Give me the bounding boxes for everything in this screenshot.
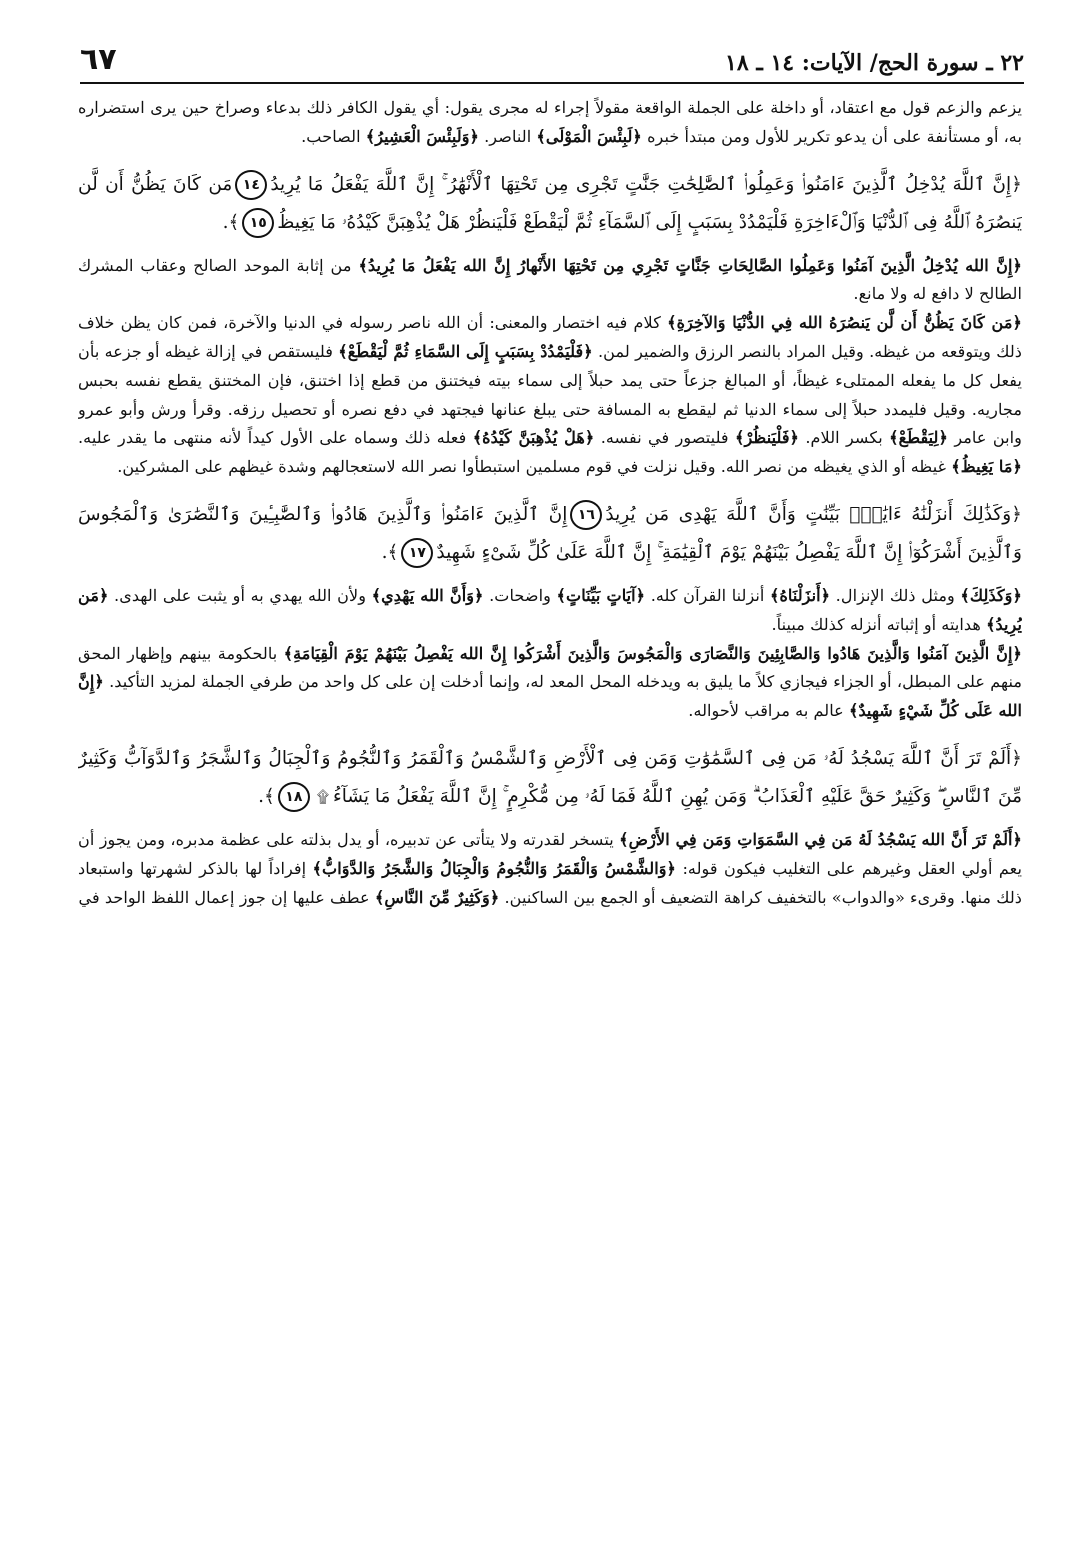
quoted-verse-text: ﴿آيَاتٍ بَيِّنَاتٍ﴾ [556,585,646,605]
commentary-paragraph [78,582,1022,640]
body-text: ولأن الله يهدي به أو يثبت على الهدى. [108,585,372,605]
body-text: فليستقص في إزالة غيظه أو جزعه بأن يفعل كل ما يفعله الممتلىء غيظاً، أو المبالغ جزعاً حتى يمد حبلاً إلى سماء بيته فيختنق من قطع إذا اختنق، فإن المختنق يقطع نفسه بحبس مجاريه. وقيل فليمدد حبلاً إلى سماء الدنيا ثم ليقطع به المسافة حتى يبلغ عنانها فيجتهد في دفع نصره أو تحصيل رزقه. وقرأ ورش وأبو عمرو وابن عامر [78,341,1022,448]
quoted-verse-text: ﴿مَن كَانَ يَظُنُّ أَن لَّن يَنصُرَهُ الله فِي الدُّنْيَا وَالآخِرَةِ﴾ [667,313,1022,333]
quoted-verse-text: ﴿وَكَذَلِكَ﴾ [960,585,1022,605]
body-text: ﴿أَلَمْ تَرَ أَنَّ ٱللَّهَ يَسْجُدُ لَهُۥ مَن فِى ٱلسَّمَٰوَٰتِ وَمَن فِى ٱلْأَرْضِ وَٱلشَّمْسُ وَٱلْقَمَرُ وَٱلنُّجُومُ وَٱلْجِبَالُ وَٱلشَّجَرُ وَٱلدَّوَآبُّ وَكَثِيرٌ مِّنَ ٱلنَّاسِ ۖ وَكَثِيرٌ حَقَّ عَلَيْهِ ٱلْعَذَابُ ۗ وَمَن يُهِنِ ٱللَّهُ فَمَا لَهُۥ مِن مُّكْرِمٍ ۚ إِنَّ ٱللَّهَ يَفْعَلُ مَا يَشَآءُ [78,747,1022,807]
body-text: إِنَّ ٱلَّذِينَ ءَامَنُوا۟ وَٱلَّذِينَ هَادُوا۟ وَٱلصَّٰبِـِٔينَ وَٱلنَّصَٰرَىٰ وَٱلْمَجُوسَ وَٱلَّذِينَ أَشْرَكُوٓا۟ إِنَّ ٱللَّهَ يَفْصِلُ بَيْنَهُمْ يَوْمَ ٱلْقِيَٰمَةِ ۚ إِنَّ ٱللَّهَ عَلَىٰ كُلِّ شَىْءٍ شَهِيدٌ [78,503,1022,563]
quoted-verse-text: ﴿وَكَثِيرٌ مِّنَ النَّاسِ﴾ [374,887,500,907]
ayah-number-marker: ١٤ [235,170,267,200]
page-number: ٦٧ [80,42,117,77]
body-text: واضحات. [483,585,557,605]
body-text: ﴾. [258,785,275,807]
quoted-verse-text: ﴿فَلْيَمْدُدْ بِسَبَبٍ إِلَى السَّمَاءِ ثُمَّ لْيَقْطَعْ﴾ [338,341,593,361]
body-text: فليتصور في نفسه. [594,428,735,448]
ayah-number-marker: ١٦ [570,500,602,530]
quoted-verse-text: ﴿وَلَبِئْسَ الْعَشِيرُ﴾ [365,126,480,146]
body-text: مَن كَانَ يَظُنُّ أَن لَّن يَنصُرَهُ ٱللَّهُ فِى ٱلدُّنْيَا وَٱلْءَاخِرَةِ فَلْيَمْدُدْ بِسَبَبٍ إِلَى ٱلسَّمَآءِ ثُمَّ لْيَقْطَعْ فَلْيَنظُرْ هَلْ يُذْهِبَنَّ كَيْدُهُۥ مَا يَغِيظُ [78,173,1022,233]
page-body [78,94,1022,1519]
body-text: ومثل ذلك الإنزال. [830,585,961,605]
header-divider [80,82,1024,84]
quoted-verse-text: ﴿وَأَنَّ الله يَهْدِي﴾ [371,585,484,605]
commentary-paragraph [78,94,1022,152]
quran-verse-block [78,740,1022,816]
quoted-verse-text: ﴿فَلْيَنظُرْ﴾ [735,428,800,448]
body-text: يزعم والزعم قول مع اعتقاد، أو داخلة على الجملة الواقعة مقولاً إجراء له مجرى يقول: أي يقول الكافر ذلك بدعاء وصراخ حين يرى استضراره به، أو مستأنفة على أن يدعو تكرير للأول ومن مبتدأ خبره [78,98,1022,146]
body-text: ﴾. [381,541,399,563]
ayah-number-marker: ١٨ [278,782,310,812]
body-text: ﴿إِنَّ ٱللَّهَ يُدْخِلُ ٱلَّذِينَ ءَامَنُوا۟ وَعَمِلُوا۟ ٱلصَّٰلِحَٰتِ جَنَّٰتٍ تَجْرِى مِن تَحْتِهَا ٱلْأَنْهَٰرُ ۚ إِنَّ ٱللَّهَ يَفْعَلُ مَا يُرِيدُ [270,173,1022,195]
quoted-verse-text: ﴿هَلْ يُذْهِبَنَّ كَيْدُهُ﴾ [472,428,595,448]
body-text: الصاحب. [301,126,366,146]
body-text: من إثابة الموحد الصالح وعقاب المشرك الطالح لا دافع له ولا مانع. [78,255,1022,304]
body-text: بكسر اللام. [799,428,890,448]
body-text: غيظه أو الذي يغيظه من نصر الله. وقيل نزلت في قوم مسلمين استبطأوا نصر الله لاستعجالهم وشدة غيظهم على المشركين. [117,457,952,477]
ayah-number-marker: ١٥ [242,208,274,238]
commentary-paragraph [78,252,1022,310]
commentary-paragraph [78,640,1022,726]
body-text: الناصر. [479,126,537,146]
page-header [80,40,1024,80]
quoted-verse-text: ﴿وَالشَّمْسُ وَالْقَمَرُ وَالنُّجُومُ وَالْجِبَالُ وَالشَّجَرُ وَالدَّوَابُّ﴾ [312,858,677,878]
quoted-verse-text: ﴿أَلَمْ تَرَ أَنَّ الله يَسْجُدُ لَهُ مَن فِي السَّمَوَاتِ وَمَن فِي الأَرْضِ﴾ [619,829,1022,849]
quran-verse-block [78,166,1022,242]
quoted-verse-text: ﴿إِنَّ الله يُدْخِلُ الَّذِينَ آمَنُوا وَعَمِلُوا الصَّالِحَاتِ جَنَّاتٍ تَجْرِي مِن تَحْتِهَا الأَنْهارُ إِنَّ الله يَفْعَلُ مَا يُرِيدُ﴾ [358,255,1022,275]
quoted-verse-text: ﴿إِنَّ الَّذِينَ آمَنُوا وَالَّذِينَ هَادُوا وَالصَّابِئِينَ وَالنَّصَارَى وَالْمَجُوسَ وَالَّذِينَ أَشْرَكُوا إِنَّ الله يَفْصِلُ بَيْنَهُمْ يَوْمَ الْقِيَامَةِ﴾ [283,643,1022,663]
body-text: كلام فيه اختصار والمعنى: أن الله ناصر رسوله في الدنيا والآخرة، فمن كان يظن خلاف ذلك ويتوقعه من غيظه. وقيل المراد بالنصر الرزق والضمير لمن. [78,313,1022,361]
body-text: إفراداً لها بالذكر لشهرتها واستبعاد ذلك منها. وقرىء «والدواب» بالتخفيف كراهة التضعيف أو الجمع بين الساكنين. [78,858,1022,907]
running-title: ٢٢ ـ سورة الحج/ الآيات: ١٤ ـ ١٨ [725,50,1024,76]
quoted-verse-text: ﴿إِنَّ الله عَلَى كُلِّ شَيْءٍ شَهِيدٌ﴾ [78,672,1022,721]
body-text: ﴿وَكَذَٰلِكَ أَنزَلْنَٰهُ ءَايَٰتٍۭ بَيِّنَٰتٍ وَأَنَّ ٱللَّهَ يَهْدِى مَن يُرِيدُ [605,503,1022,525]
body-text: ﴾. [222,211,240,233]
commentary-paragraph [78,309,1022,482]
quoted-verse-text: ﴿لِيَقْطَعْ﴾ [889,428,948,448]
body-text: فعله ذلك وسماه على الأول كيداً لأنه منتهى ما يقدر عليه. [78,428,473,448]
ayah-number-marker: ١٧ [401,538,433,568]
quoted-verse-text: ﴿مَن يُرِيدُ﴾ [78,585,1022,634]
body-text: بالحكومة بينهم وإظهار المحق منهم على المبطل، أو الجزاء فيجازي كلاً ما يليق به ويدخله المحل المعد له، وإنما أدخلت إن على كل واحد من طرفي الجملة لمزيد التأكيد. [78,643,1022,692]
quoted-verse-text: ﴿مَا يَغِيظُ﴾ [951,457,1022,477]
body-text: يتسخر لقدرته ولا يتأتى عن تدبيره، أو يدل بذلته على عظمة مدبره، ومن يجوز أن يعم أولي العقل وغيرهم على التغليب فيكون قوله: [78,829,1022,878]
commentary-paragraph [78,826,1022,912]
quoted-verse-text: ﴿أَنزَلْنَاهُ﴾ [769,585,831,605]
body-text: هدايته أو إثباته أنزله كذلك مبيناً. [771,614,987,634]
sajda-icon: ۩ [316,786,329,806]
quoted-verse-text: ﴿لَبِئْسَ الْمَوْلَى﴾ [536,126,642,146]
quran-verse-block [78,496,1022,572]
body-text: عالم به مراقب لأحواله. [688,701,849,721]
body-text: عطف عليها إن جوز إعمال اللفظ الواحد في [78,887,375,907]
body-text: أنزلنا القرآن كله. [645,585,770,605]
